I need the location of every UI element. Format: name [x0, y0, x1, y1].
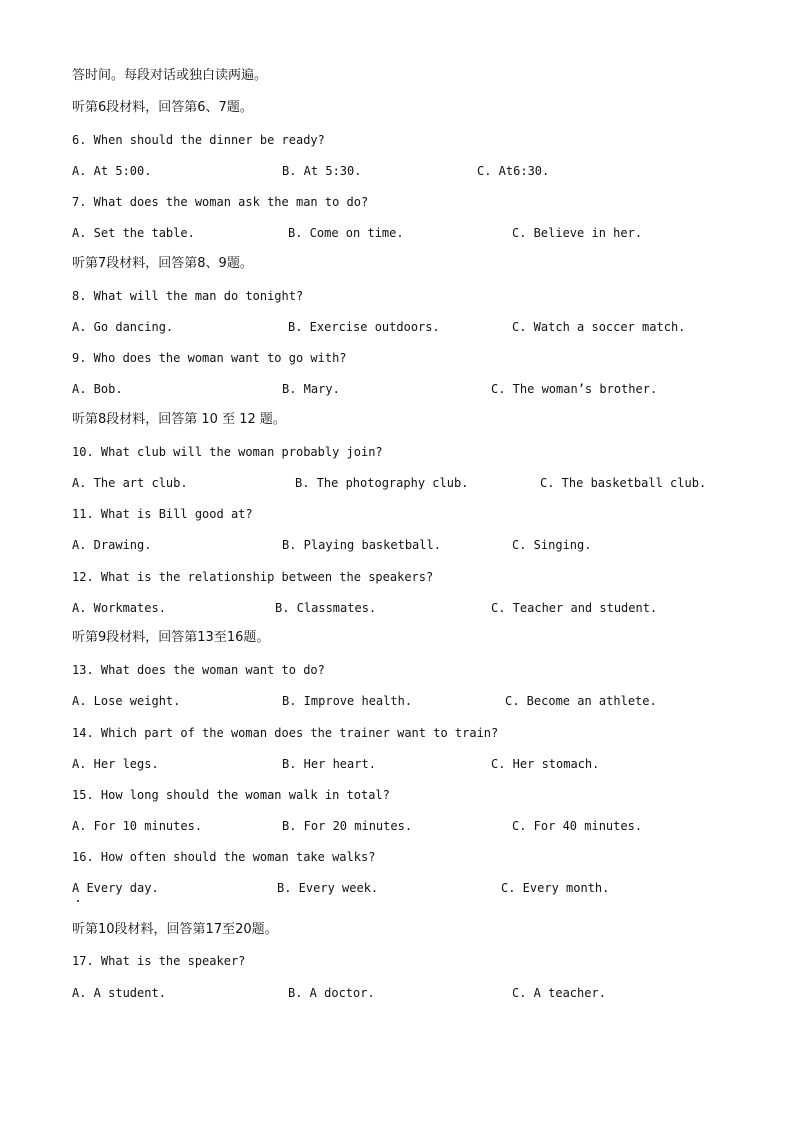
- q10-option-c: C. The basketball club.: [540, 476, 707, 490]
- q8-option-b: B. Exercise outdoors.: [288, 320, 440, 334]
- q11-option-c: C. Singing.: [512, 538, 592, 552]
- q7-option-b: B. Come on time.: [288, 226, 404, 240]
- q15-option-c: C. For 40 minutes.: [512, 819, 643, 833]
- question-15: 15. How long should the woman walk in total?: [72, 788, 390, 802]
- q15-option-a: A. For 10 minutes.: [72, 819, 203, 833]
- section-heading-10: 听第10段材料，回答第17至20题。: [72, 922, 278, 937]
- question-12: 12. What is the relationship between the speakers?: [72, 570, 434, 584]
- q14-option-c: C. Her stomach.: [491, 757, 600, 771]
- q12-option-a: A. Workmates.: [72, 601, 166, 615]
- q14-option-b: B. Her heart.: [282, 757, 376, 771]
- q6-option-b: B. At 5:30.: [282, 164, 362, 178]
- q7-option-a: A. Set the table.: [72, 226, 195, 240]
- q9-option-c: C. The woman’s brother.: [491, 382, 658, 396]
- q9-option-a: A. Bob.: [72, 382, 123, 396]
- intro-text: 答时间。每段对话或独白读两遍。: [72, 68, 268, 83]
- q10-option-b: B. The photography club.: [295, 476, 469, 490]
- q13-option-a: A. Lose weight.: [72, 694, 181, 708]
- section-heading-8: 听第8段材料，回答第 10 至 12 题。: [72, 412, 286, 427]
- question-13: 13. What does the woman want to do?: [72, 663, 325, 677]
- q6-option-c: C. At6:30.: [477, 164, 550, 178]
- q10-option-a: A. The art club.: [72, 476, 188, 490]
- q17-option-c: C. A teacher.: [512, 986, 606, 1000]
- q8-option-a: A. Go dancing.: [72, 320, 174, 334]
- q12-option-c: C. Teacher and student.: [491, 601, 658, 615]
- question-10: 10. What club will the woman probably join?: [72, 445, 383, 459]
- q13-option-c: C. Become an athlete.: [505, 694, 657, 708]
- q14-option-a: A. Her legs.: [72, 757, 159, 771]
- section-heading-6: 听第6段材料，回答第6、7题。: [72, 100, 253, 115]
- question-14: 14. Which part of the woman does the trainer want to train?: [72, 726, 499, 740]
- q12-option-b: B. Classmates.: [275, 601, 377, 615]
- stray-mark: [77, 900, 79, 902]
- q16-option-a: A Every day.: [72, 881, 159, 895]
- q11-option-b: B. Playing basketball.: [282, 538, 441, 552]
- q9-option-b: B. Mary.: [282, 382, 340, 396]
- question-16: 16. How often should the woman take walks?: [72, 850, 376, 864]
- q8-option-c: C. Watch a soccer match.: [512, 320, 686, 334]
- q17-option-b: B. A doctor.: [288, 986, 375, 1000]
- question-17: 17. What is the speaker?: [72, 954, 246, 968]
- question-7: 7. What does the woman ask the man to do?: [72, 195, 369, 209]
- question-11: 11. What is Bill good at?: [72, 507, 253, 521]
- q6-option-a: A. At 5:00.: [72, 164, 152, 178]
- question-8: 8. What will the man do tonight?: [72, 289, 304, 303]
- q16-option-b: B. Every week.: [277, 881, 379, 895]
- q17-option-a: A. A student.: [72, 986, 166, 1000]
- question-9: 9. Who does the woman want to go with?: [72, 351, 347, 365]
- section-heading-9: 听第9段材料，回答第13至16题。: [72, 630, 270, 645]
- q15-option-b: B. For 20 minutes.: [282, 819, 413, 833]
- q11-option-a: A. Drawing.: [72, 538, 152, 552]
- q7-option-c: C. Believe in her.: [512, 226, 643, 240]
- question-6: 6. When should the dinner be ready?: [72, 133, 325, 147]
- q16-option-c: C. Every month.: [501, 881, 610, 895]
- section-heading-7: 听第7段材料，回答第8、9题。: [72, 256, 253, 271]
- q13-option-b: B. Improve health.: [282, 694, 413, 708]
